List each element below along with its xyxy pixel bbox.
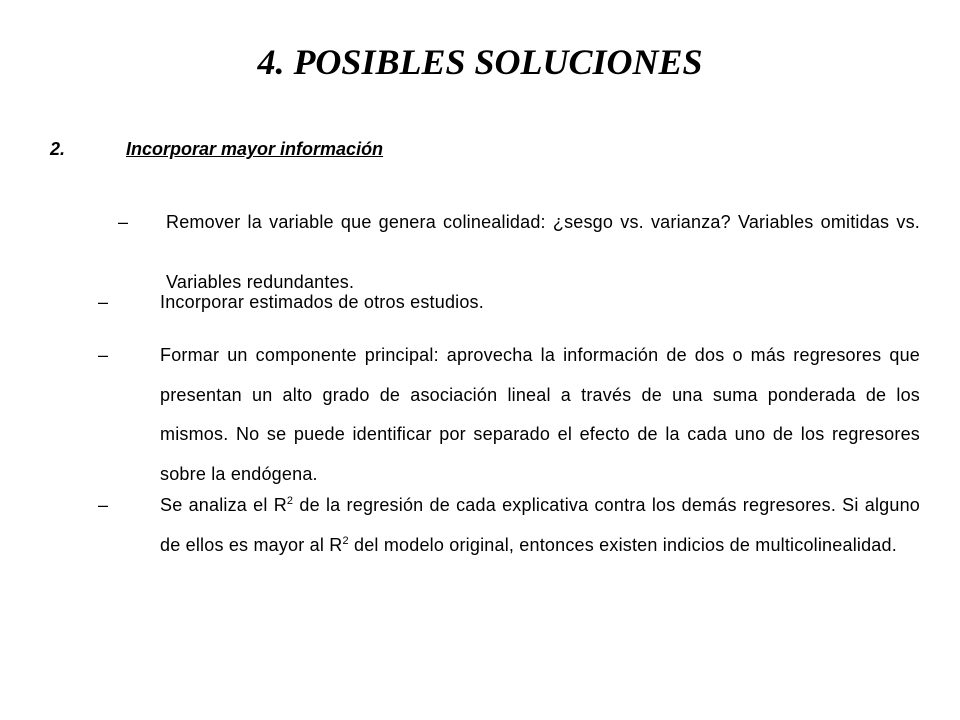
bullet-text-part: Se analiza el R	[160, 495, 287, 515]
dash-bullet-icon: –	[98, 292, 109, 312]
bullet-item	[98, 289, 920, 315]
bullet-item	[98, 336, 920, 494]
bullet-text: Remover la variable que genera colinealidad: ¿sesgo vs. varianza? Variables omitidas vs. Variables redundantes.	[166, 212, 920, 292]
bullet-text: Formar un componente principal: aprovecha la información de dos o más regresores que presentan un alto grado de asociación lineal a través de una suma ponderada de los mismos. No se puede identificar por separado el efecto de la cada uno de los regresores sobre la endógena.	[160, 345, 920, 484]
dash-bullet-icon: –	[98, 345, 109, 365]
superscript: 2	[286, 495, 294, 507]
dash-bullet-icon: –	[98, 495, 109, 515]
bullet-item	[98, 486, 920, 565]
bullet-text: Incorporar estimados de otros estudios.	[160, 292, 484, 312]
section-number: 2.	[50, 139, 66, 159]
dash-bullet-icon: –	[118, 212, 129, 232]
section-label: Incorporar mayor información	[126, 139, 384, 159]
bullet-text-part: del modelo original, entonces existen indicios de multicolinealidad.	[348, 534, 897, 555]
slide-title: 4. POSIBLES SOLUCIONES	[257, 42, 703, 82]
superscript: 2	[342, 534, 349, 547]
bullet-text-part: de la regresión de cada explicativa contra los demás regresores. Si alguno de ellos es mayor al R	[160, 495, 920, 555]
